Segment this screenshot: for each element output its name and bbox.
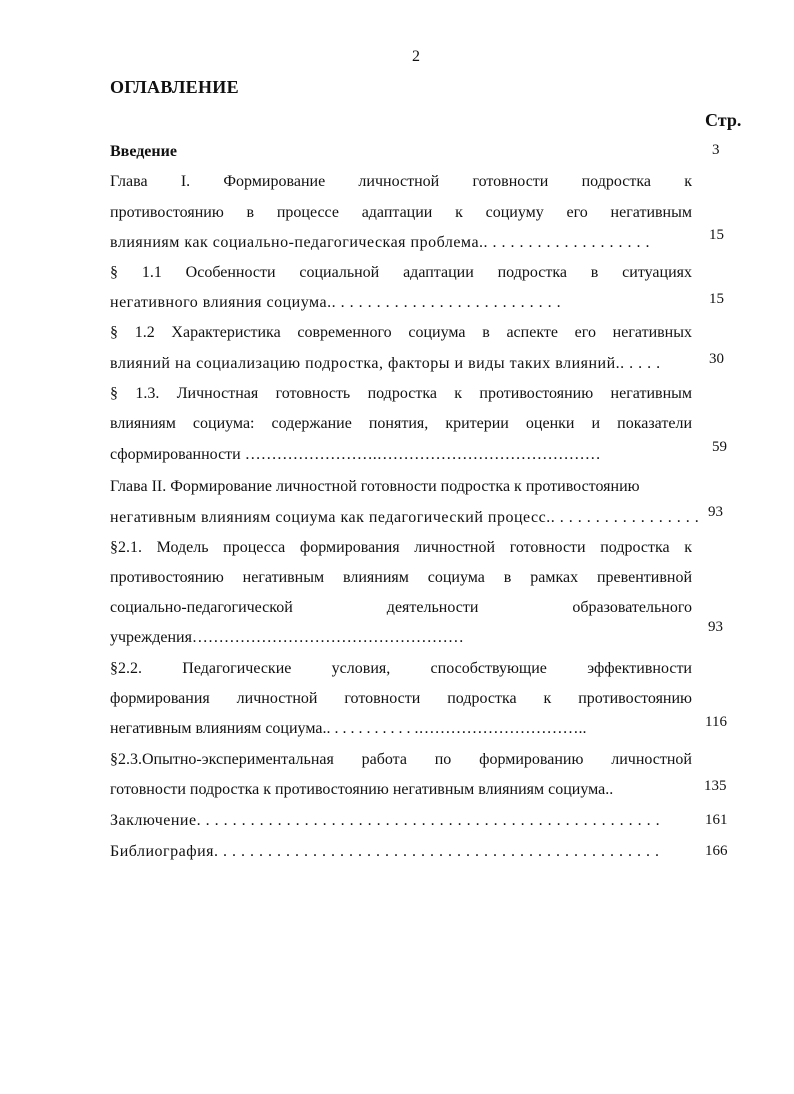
- toc-line: § 1.3. Личностная готовность подростка к противостоянию негативным: [110, 385, 692, 402]
- toc-line: формирования личностной готовности подростка к противостоянию: [110, 690, 692, 707]
- toc-page-number: 59: [712, 439, 727, 455]
- toc-page-number: 93: [708, 504, 723, 520]
- page-number: 2: [412, 48, 420, 65]
- toc-page-number: 161: [705, 812, 728, 828]
- toc-line: противостоянию в процессе адаптации к социуму его негативным: [110, 204, 692, 221]
- toc-line: негативным влияниям социума как педагогический процесс.. . . . . . . . . . . . . . . . .: [110, 509, 700, 526]
- toc-page-number: 116: [705, 714, 727, 730]
- toc-line: Введение: [110, 143, 177, 160]
- toc-line: влияний на социализацию подростка, факторы и виды таких влияний.. . . . .: [110, 355, 661, 372]
- toc-line: готовности подростка к противостоянию негативным влияниям социума..: [110, 781, 614, 798]
- toc-line: влияниям как социально-педагогическая проблема.. . . . . . . . . . . . . . . . . . .: [110, 234, 651, 251]
- toc-page-number: 135: [704, 778, 727, 794]
- toc-line: §2.1. Модель процесса формирования личностной готовности подростка к: [110, 539, 692, 556]
- toc-line: Заключение. . . . . . . . . . . . . . . . . . . . . . . . . . . . . . . . . . . . . . . . . . . . . . . . . . . .: [110, 812, 661, 829]
- toc-line: сформированности …………………….……………………………………: [110, 446, 601, 463]
- toc-line: социально-педагогической деятельности образовательного: [110, 599, 692, 616]
- toc-page-number: 166: [705, 843, 728, 859]
- toc-page-number: 3: [712, 142, 720, 158]
- toc-page-number: 93: [708, 619, 723, 635]
- toc-line: Глава II. Формирование личностной готовности подростка к противостоянию: [110, 478, 640, 495]
- toc-line: Библиография. . . . . . . . . . . . . . . . . . . . . . . . . . . . . . . . . . . . . . . . . . . . . . . . . .: [110, 843, 660, 860]
- toc-line: учреждения……………………………………………: [110, 629, 464, 646]
- toc-line: §2.2. Педагогические условия, способствующие эффективности: [110, 660, 692, 677]
- toc-line: § 1.1 Особенности социальной адаптации подростка в ситуациях: [110, 264, 692, 281]
- toc-line: § 1.2 Характеристика современного социума в аспекте его негативных: [110, 324, 692, 341]
- page-column-header: Стр.: [705, 110, 742, 130]
- toc-page-number: 30: [709, 351, 724, 367]
- toc-line: негативным влияниям социума.. . . . . . . . . . . .…………………………..: [110, 720, 587, 737]
- toc-page-number: 15: [709, 227, 724, 243]
- toc-line: влияниям социума: содержание понятия, критерии оценки и показатели: [110, 415, 692, 432]
- toc-line: Глава I. Формирование личностной готовности подростка к: [110, 173, 692, 190]
- toc-line: противостоянию негативным влияниям социума в рамках превентивной: [110, 569, 692, 586]
- page-title: ОГЛАВЛЕНИЕ: [110, 77, 239, 97]
- toc-page-number: 15: [709, 291, 724, 307]
- toc-line: негативного влияния социума.. . . . . . . . . . . . . . . . . . . . . . . . . .: [110, 294, 562, 311]
- toc-line: §2.3.Опытно-экспериментальная работа по формированию личностной: [110, 751, 692, 768]
